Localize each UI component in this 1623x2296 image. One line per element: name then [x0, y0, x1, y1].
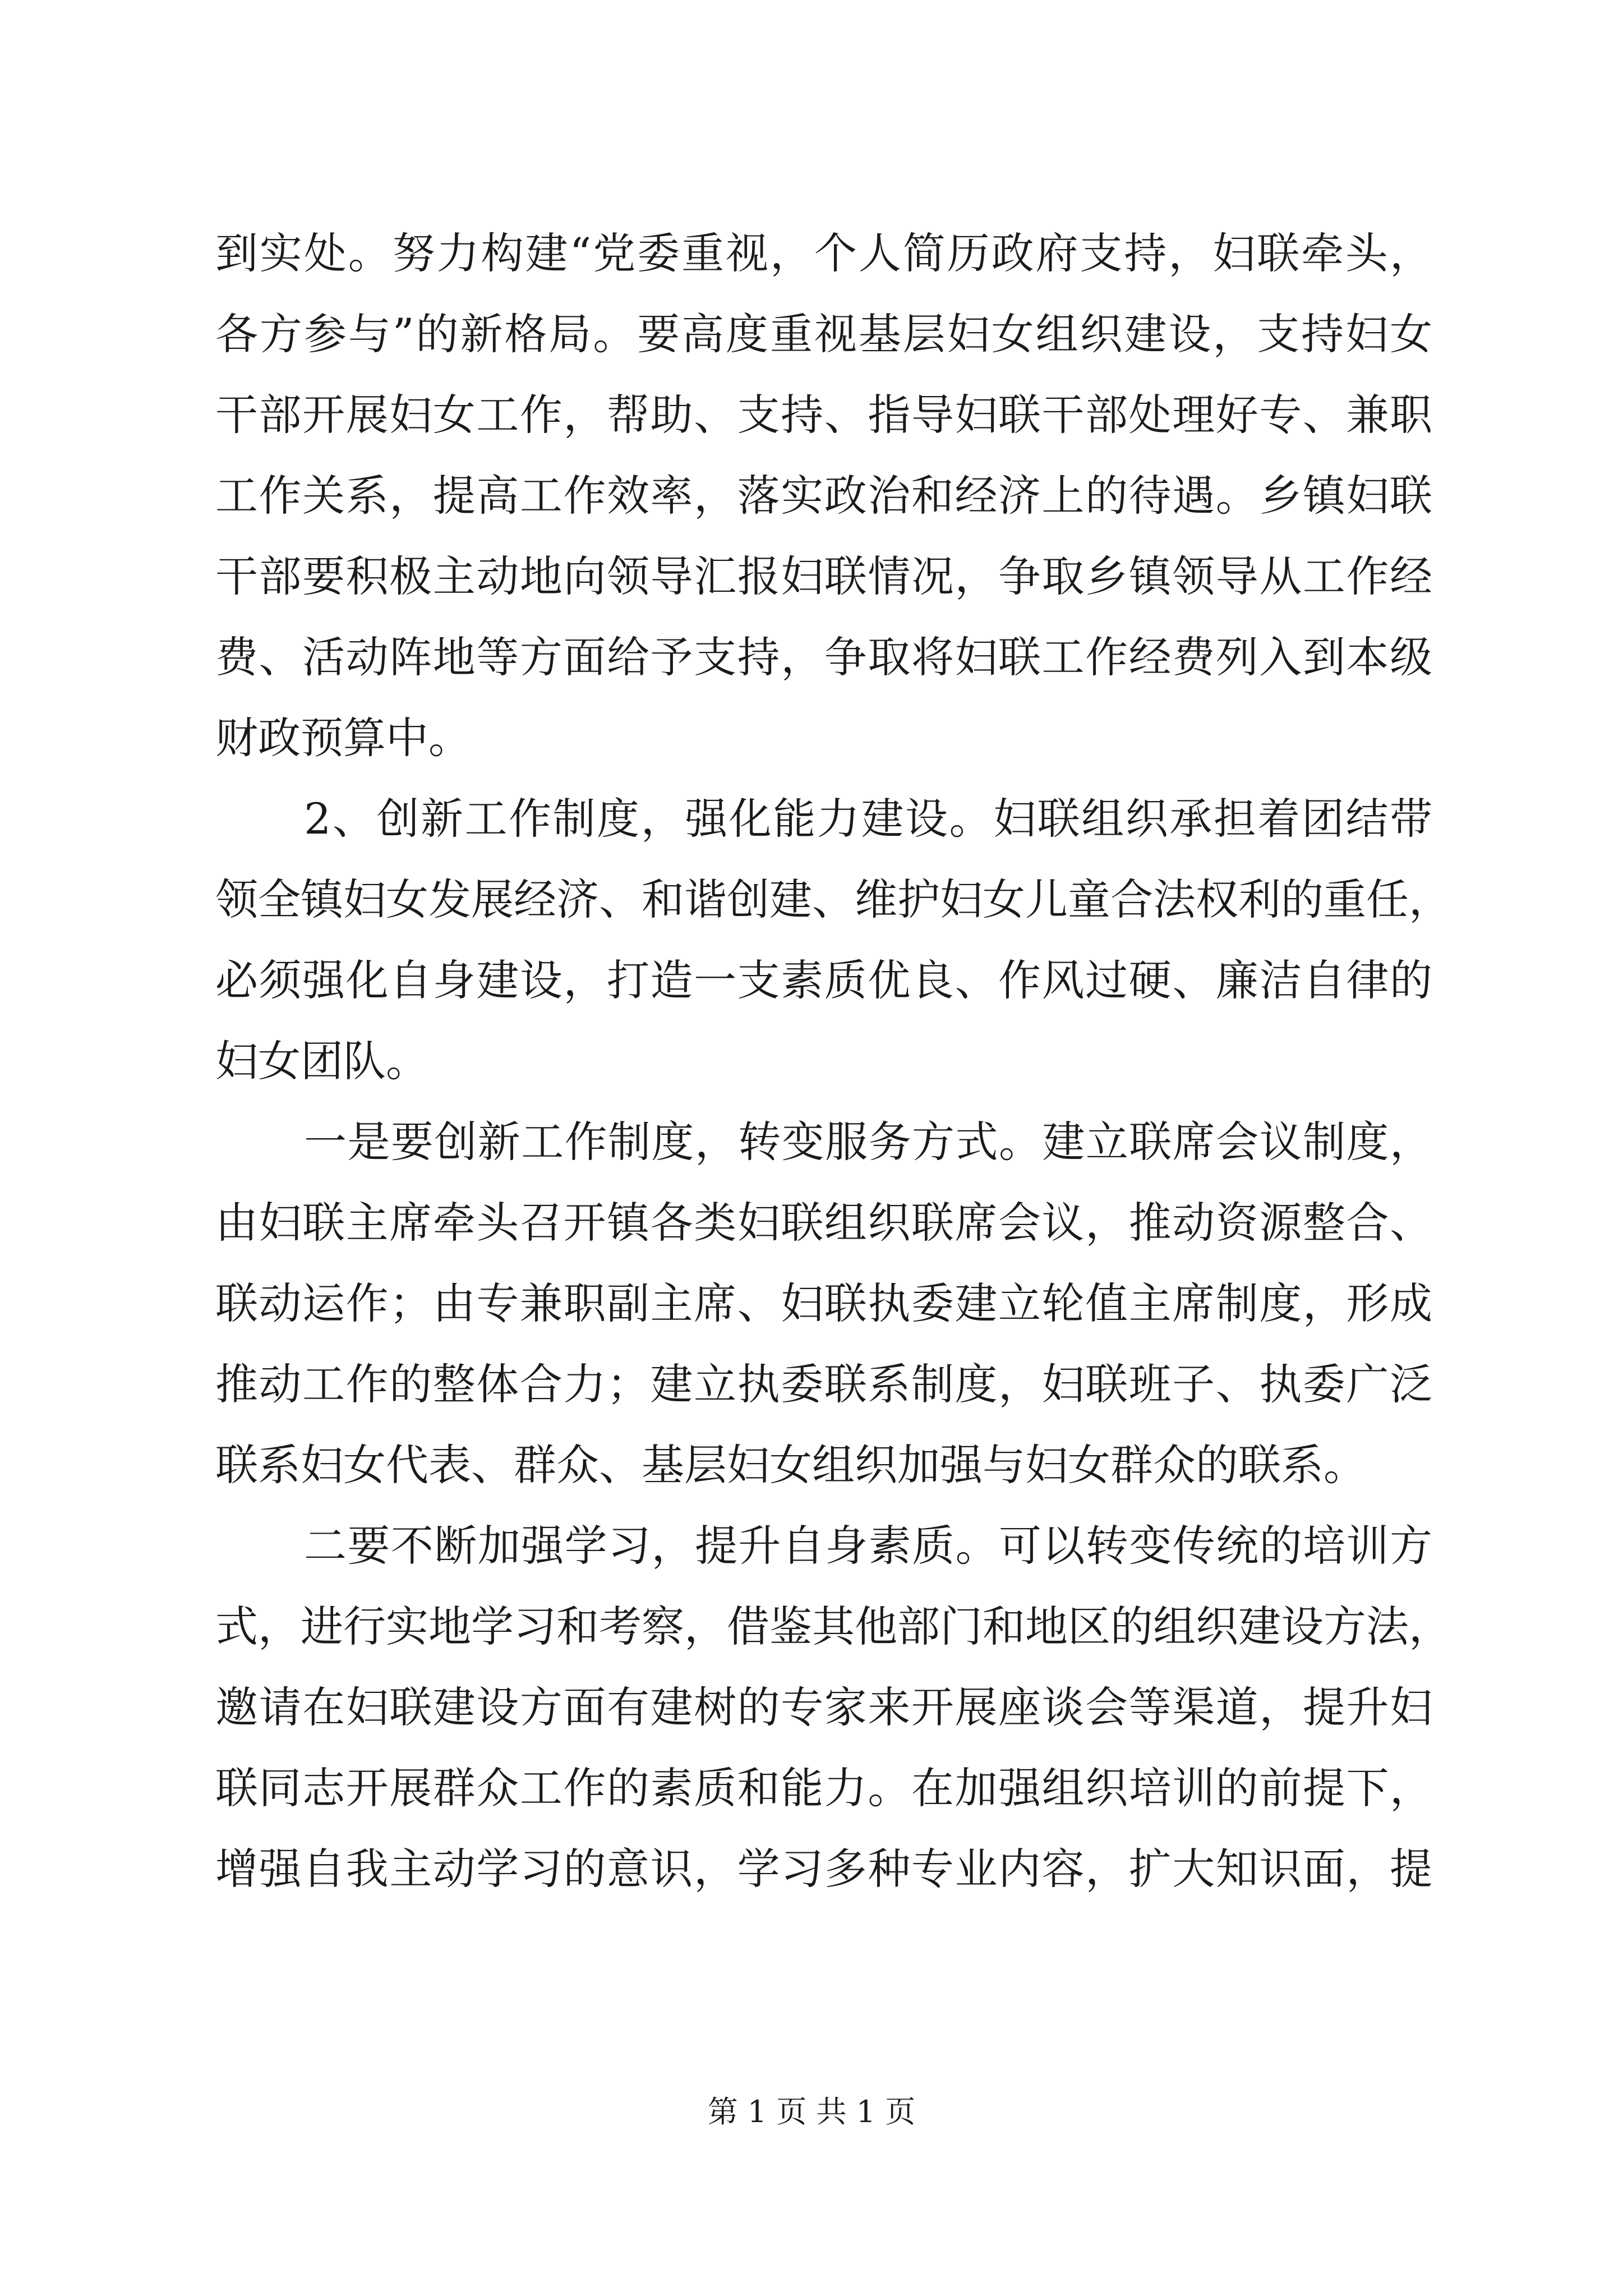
text-line: 费、活动阵地等方面给予支持，争取将妇联工作经费列入到本级: [215, 632, 1432, 682]
text-line: 邀请在妇联建设方面有建树的专家来开展座谈会等渠道，提升妇: [215, 1682, 1432, 1732]
text-line: 财政预算中。: [215, 713, 471, 763]
text-line: 联动运作；由专兼职副主席、妇联执委建立轮值主席制度，形成: [215, 1278, 1432, 1328]
text-line: 到实处。努力构建“党委重视，个人简历政府支持，妇联牵头，: [215, 228, 1432, 278]
text-line: 2、创新工作制度，强化能力建设。妇联组织承担着团结带: [304, 794, 1432, 844]
text-line: 增强自我主动学习的意识，学习多种专业内容，扩大知识面，提: [215, 1844, 1432, 1894]
text-line: 推动工作的整体合力；建立执委联系制度，妇联班子、执委广泛: [215, 1359, 1432, 1409]
text-line: 一是要创新工作制度，转变服务方式。建立联席会议制度，: [304, 1117, 1432, 1167]
text-line: 二要不断加强学习，提升自身素质。可以转变传统的培训方: [304, 1521, 1432, 1571]
text-line: 式，进行实地学习和考察，借鉴其他部门和地区的组织建设方法，: [215, 1602, 1451, 1651]
text-line: 必须强化自身建设，打造一支素质优良、作风过硬、廉洁自律的: [215, 955, 1432, 1005]
text-line: 干部开展妇女工作，帮助、支持、指导妇联干部处理好专、兼职: [215, 390, 1432, 440]
text-line: 联系妇女代表、群众、基层妇女组织加强与妇女群众的联系。: [215, 1440, 1366, 1490]
text-line: 各方参与”的新格局。要高度重视基层妇女组织建设，支持妇女: [215, 309, 1432, 359]
text-line: 联同志开展群众工作的素质和能力。在加强组织培训的前提下，: [215, 1763, 1432, 1813]
page-footer: 第 1 页 共 1 页: [707, 2094, 916, 2129]
text-line: 妇女团队。: [215, 1036, 428, 1086]
text-line: 由妇联主席牵头召开镇各类妇联组织联席会议，推动资源整合、: [215, 1198, 1432, 1248]
document-body: [215, 213, 1451, 1910]
text-line: 干部要积极主动地向领导汇报妇联情况，争取乡镇领导从工作经: [215, 551, 1432, 601]
text-line: 领全镇妇女发展经济、和谐创建、维护妇女儿童合法权利的重任，: [215, 875, 1451, 924]
text-line: 工作关系，提高工作效率，落实政治和经济上的待遇。乡镇妇联: [215, 471, 1432, 521]
